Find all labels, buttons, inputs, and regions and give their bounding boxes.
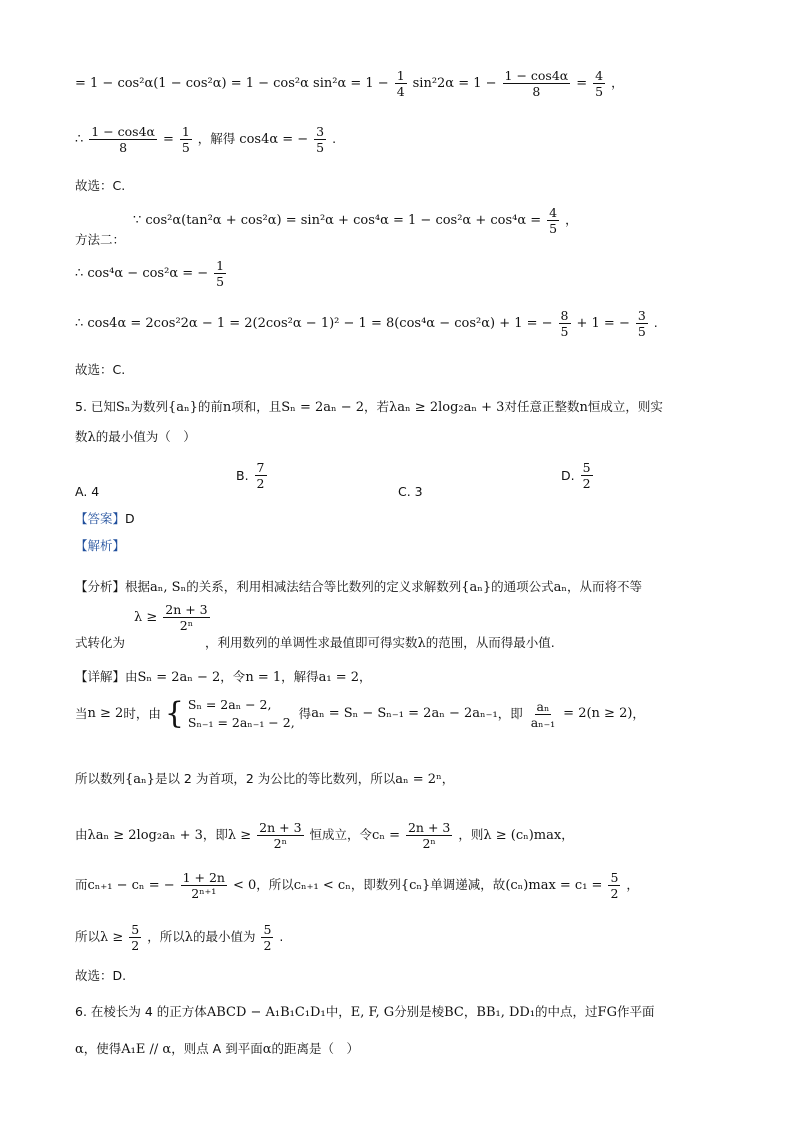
text: 的最小值为 bbox=[192, 929, 256, 944]
expr: α bbox=[262, 1042, 272, 1057]
expr: λ bbox=[87, 430, 96, 445]
fraction bbox=[214, 258, 226, 289]
numerator: 8 bbox=[560, 308, 569, 323]
expr: λaₙ ≥ 2log₂aₙ + 3 bbox=[87, 828, 203, 843]
expr: λ ≥ bbox=[134, 610, 158, 625]
text: 当 bbox=[75, 706, 88, 721]
text: ，解得 bbox=[281, 669, 319, 684]
analysis-line-1 bbox=[75, 578, 642, 597]
fraction bbox=[255, 460, 267, 491]
denominator: 5 bbox=[216, 274, 225, 289]
denominator: 5 bbox=[560, 324, 569, 339]
text: ， bbox=[441, 771, 455, 786]
expr: n bbox=[222, 400, 232, 415]
numerator: aₙ bbox=[536, 698, 550, 714]
expr: λ ≥ bbox=[227, 828, 252, 843]
expr: cₙ₊₁ − cₙ = − bbox=[87, 878, 175, 893]
fraction bbox=[314, 124, 326, 155]
expr: + 1 = − bbox=[576, 316, 630, 331]
equation-system bbox=[188, 696, 295, 732]
fraction bbox=[180, 124, 192, 155]
expr: cₙ = bbox=[372, 828, 400, 843]
analysis-line-2 bbox=[75, 634, 555, 653]
derivation-line-2 bbox=[75, 124, 336, 155]
fraction bbox=[559, 308, 571, 339]
option-b bbox=[236, 460, 269, 491]
text: 为数列 bbox=[130, 399, 168, 414]
denominator: 2 bbox=[131, 938, 140, 953]
denominator: 2 bbox=[582, 476, 591, 491]
expr: λ ≥ (cₙ)max bbox=[483, 828, 562, 843]
text: 中， bbox=[325, 1004, 351, 1019]
expr: cos4α = − bbox=[239, 132, 309, 147]
expr: ABCD − A₁B₁C₁D₁ bbox=[206, 1005, 326, 1020]
text: ，则点 A 到平面 bbox=[171, 1041, 263, 1056]
text: 式转化为 bbox=[75, 635, 126, 650]
text: 的范围，从而得最小值. bbox=[425, 635, 555, 650]
denominator: 8 bbox=[532, 84, 541, 99]
numerator: 5 bbox=[263, 922, 272, 937]
numerator: 5 bbox=[610, 870, 619, 885]
text: 所以 bbox=[75, 929, 101, 944]
expr: E, F, G bbox=[350, 1005, 395, 1020]
fraction bbox=[257, 820, 303, 851]
expr: {aₙ} bbox=[461, 580, 492, 595]
question-6-line-1 bbox=[75, 1003, 654, 1022]
denominator: 2 bbox=[610, 886, 619, 901]
method-2-expr bbox=[133, 205, 578, 236]
text: 6. 在棱长为 4 的正方体 bbox=[75, 1004, 207, 1019]
expr: A₁E // α bbox=[121, 1042, 172, 1057]
text: 5. 已知 bbox=[75, 399, 116, 414]
text: 根据 bbox=[125, 579, 151, 594]
expr: = bbox=[576, 76, 588, 91]
expr: = 2(n ≥ 2) bbox=[563, 706, 633, 721]
text: 项和，且 bbox=[231, 399, 282, 414]
denominator: 5 bbox=[316, 140, 325, 155]
expr: Sₙ = 2aₙ − 2 bbox=[137, 670, 221, 685]
question-5-line-1 bbox=[75, 398, 663, 417]
expr: aₙ, Sₙ bbox=[150, 580, 187, 595]
punct: ， bbox=[565, 212, 578, 227]
equation: Sₙ = 2aₙ − 2, bbox=[187, 697, 272, 712]
text: 作平面 bbox=[616, 1004, 655, 1019]
expr: n ≥ 2 bbox=[87, 706, 124, 721]
analysis-tag: 【解析】 bbox=[75, 538, 126, 553]
detail-line-2 bbox=[75, 696, 645, 732]
fraction bbox=[581, 460, 593, 491]
expr: α bbox=[75, 1042, 84, 1057]
equation: Sₙ₋₁ = 2aₙ₋₁ − 2, bbox=[187, 715, 295, 730]
analysis-heading bbox=[75, 537, 125, 555]
expr: cₙ₊₁ < cₙ bbox=[293, 878, 351, 893]
numerator: 2n + 3 bbox=[407, 820, 451, 835]
numerator: 2n + 3 bbox=[259, 820, 302, 835]
expr: (cₙ)max = c₁ = bbox=[505, 878, 603, 893]
answer-choice-line-3: 故选：D. bbox=[75, 968, 127, 983]
fraction bbox=[636, 308, 648, 339]
numerator: 1 bbox=[396, 68, 405, 83]
fraction bbox=[261, 922, 273, 953]
punct: ， bbox=[611, 75, 624, 90]
expr: λ bbox=[417, 636, 426, 651]
text: 的前 bbox=[197, 399, 223, 414]
text: ， bbox=[632, 706, 645, 721]
numerator: 1 + 2n bbox=[182, 870, 225, 885]
denominator: 2 bbox=[263, 938, 272, 953]
expr: ∴ cos⁴α − cos²α = − bbox=[75, 266, 209, 281]
expr: {cₙ} bbox=[400, 878, 431, 893]
detail-line-4 bbox=[75, 820, 574, 851]
option-d bbox=[561, 460, 595, 491]
detail-line-3 bbox=[75, 770, 454, 789]
text: ，从而将不等 bbox=[567, 579, 643, 594]
numerator: 5 bbox=[131, 922, 140, 937]
punct: . bbox=[332, 131, 337, 146]
denominator: 2ⁿ bbox=[179, 618, 194, 633]
numerator: 2n + 3 bbox=[165, 602, 208, 617]
expr: λaₙ ≥ 2log₂aₙ + 3 bbox=[389, 400, 505, 415]
text: ，若 bbox=[364, 399, 390, 414]
denominator: 8 bbox=[119, 140, 128, 155]
expr: aₙ = Sₙ − Sₙ₋₁ = 2aₙ − 2aₙ₋₁ bbox=[311, 706, 498, 721]
expr: n bbox=[579, 400, 588, 415]
text: 时，由 bbox=[123, 706, 161, 721]
text: ， bbox=[561, 827, 574, 842]
expr: = bbox=[162, 132, 174, 147]
analysis-line-2-formula bbox=[134, 602, 212, 633]
expr: < 0 bbox=[232, 878, 257, 893]
denominator: 5 bbox=[181, 140, 190, 155]
denominator: 2 bbox=[256, 476, 265, 491]
numerator: 3 bbox=[637, 308, 646, 323]
fraction bbox=[608, 870, 620, 901]
text: 得 bbox=[298, 706, 312, 721]
text: 恒成立，则实 bbox=[587, 399, 663, 414]
expr: FG bbox=[597, 1005, 617, 1020]
answer-line bbox=[75, 510, 135, 528]
fraction bbox=[395, 68, 407, 99]
text: 的中点，过 bbox=[535, 1004, 598, 1019]
expr: {aₙ} bbox=[167, 400, 198, 415]
question-6-line-2 bbox=[75, 1040, 359, 1059]
text: 对任意正整数 bbox=[504, 399, 580, 414]
numerator: 4 bbox=[595, 68, 604, 83]
text: ，令 bbox=[220, 669, 246, 684]
denominator: 2ⁿ bbox=[422, 836, 436, 851]
answer-value: D bbox=[125, 511, 135, 526]
therefore-symbol: ∴ bbox=[75, 132, 84, 147]
option-label: D. bbox=[561, 468, 575, 483]
numerator: 3 bbox=[316, 124, 325, 139]
text: ， bbox=[463, 1004, 477, 1019]
question-5-line-2 bbox=[75, 428, 196, 447]
fraction bbox=[129, 922, 141, 953]
numerator: 4 bbox=[549, 205, 558, 220]
text: ，即 bbox=[202, 827, 228, 842]
text: 分别是棱 bbox=[394, 1004, 445, 1019]
text: 由 bbox=[125, 669, 138, 684]
expr: λ ≥ bbox=[100, 930, 124, 945]
answer-tag: 【答案】 bbox=[75, 511, 126, 526]
expr: BC bbox=[444, 1005, 464, 1020]
text: ，所以 bbox=[147, 929, 185, 944]
option-a: A. 4 bbox=[75, 484, 100, 499]
expr: sin²2α = 1 − bbox=[412, 76, 497, 91]
expr: ∵ cos²α(tan²α + cos²α) = sin²α + cos⁴α = 1 − cos²α + cos⁴α = bbox=[133, 213, 542, 228]
expr: Sₙ = 2aₙ − 2 bbox=[281, 400, 365, 415]
punct: . bbox=[653, 315, 658, 330]
detail-line-6 bbox=[75, 922, 283, 953]
numerator: 1 − cos4α bbox=[91, 124, 155, 139]
text: 的最小值为（ ） bbox=[95, 429, 196, 444]
derivation-line-1 bbox=[75, 68, 624, 99]
expr: Sₙ bbox=[115, 400, 131, 415]
numerator: 1 bbox=[181, 124, 190, 139]
expr: aₙ bbox=[553, 580, 568, 595]
numerator: 1 bbox=[216, 258, 225, 273]
numerator: 1 − cos4α bbox=[504, 68, 569, 83]
fraction bbox=[503, 68, 571, 99]
text: ，解得 bbox=[197, 131, 236, 146]
text: 恒成立，令 bbox=[309, 827, 373, 842]
denominator: 5 bbox=[549, 221, 558, 236]
text: ，使得 bbox=[83, 1041, 122, 1056]
option-label: B. bbox=[236, 468, 249, 483]
text: 单调递减，故 bbox=[430, 877, 506, 892]
text: ，所以 bbox=[256, 877, 294, 892]
text: ，即 bbox=[497, 706, 523, 721]
denominator: 2ⁿ⁺¹ bbox=[191, 886, 217, 901]
numerator: 5 bbox=[582, 460, 591, 475]
fraction bbox=[547, 205, 559, 236]
text: 的距离是（ ） bbox=[271, 1041, 359, 1056]
answer-choice-line-2: 故选：C. bbox=[75, 362, 126, 377]
expr: BB₁, DD₁ bbox=[476, 1005, 536, 1020]
derivation-line-4 bbox=[75, 258, 228, 289]
analysis-label: 【分析】 bbox=[75, 579, 126, 594]
denominator: aₙ₋₁ bbox=[530, 714, 556, 730]
fraction bbox=[529, 699, 557, 730]
expr: {aₙ} bbox=[125, 772, 155, 787]
detail-line-1 bbox=[75, 668, 372, 687]
text: 的关系，利用相减法结合等比数列的定义求解数列 bbox=[186, 579, 462, 594]
text: ，则 bbox=[458, 827, 484, 842]
denominator: 4 bbox=[396, 84, 405, 99]
text: 由 bbox=[75, 827, 88, 842]
answer-choice-line-1: 故选：C. bbox=[75, 178, 126, 193]
denominator: 2ⁿ bbox=[273, 836, 288, 851]
text: ，利用数列的单调性求最值即可得实数 bbox=[205, 635, 418, 650]
expr: a₁ = 2 bbox=[318, 670, 360, 685]
text: 而 bbox=[75, 877, 88, 892]
text: ， bbox=[359, 669, 372, 684]
option-c: C. 3 bbox=[398, 484, 423, 499]
denominator: 5 bbox=[595, 84, 604, 99]
detail-label: 【详解】 bbox=[75, 669, 126, 684]
fraction bbox=[406, 820, 452, 851]
expr: ∴ cos4α = 2cos²2α − 1 = 2(2cos²α − 1)² − 1 = 8(cos⁴α − cos²α) + 1 = − bbox=[75, 316, 553, 331]
numerator: 7 bbox=[256, 460, 265, 475]
text: ， bbox=[626, 877, 639, 892]
expr: aₙ = 2ⁿ bbox=[395, 772, 442, 787]
expr: = 1 − cos²α(1 − cos²α) = 1 − cos²α sin²α = 1 − bbox=[75, 76, 389, 91]
text: 的通项公式 bbox=[491, 579, 554, 594]
derivation-line-5 bbox=[75, 308, 658, 339]
fraction bbox=[163, 602, 209, 633]
method-2-label: 方法二： bbox=[75, 232, 126, 247]
text: 所以数列 bbox=[75, 771, 126, 786]
fraction bbox=[181, 870, 227, 901]
text: . bbox=[279, 929, 284, 944]
left-brace: { bbox=[164, 696, 184, 731]
text: 是以 2 为首项，2 为公比的等比数列，所以 bbox=[154, 771, 396, 786]
expr: λ bbox=[184, 930, 193, 945]
detail-line-5 bbox=[75, 870, 639, 901]
expr: n = 1 bbox=[245, 670, 282, 685]
fraction bbox=[89, 124, 157, 155]
text: 数 bbox=[75, 429, 88, 444]
denominator: 5 bbox=[637, 324, 646, 339]
fraction bbox=[593, 68, 605, 99]
text: ，即数列 bbox=[350, 877, 401, 892]
